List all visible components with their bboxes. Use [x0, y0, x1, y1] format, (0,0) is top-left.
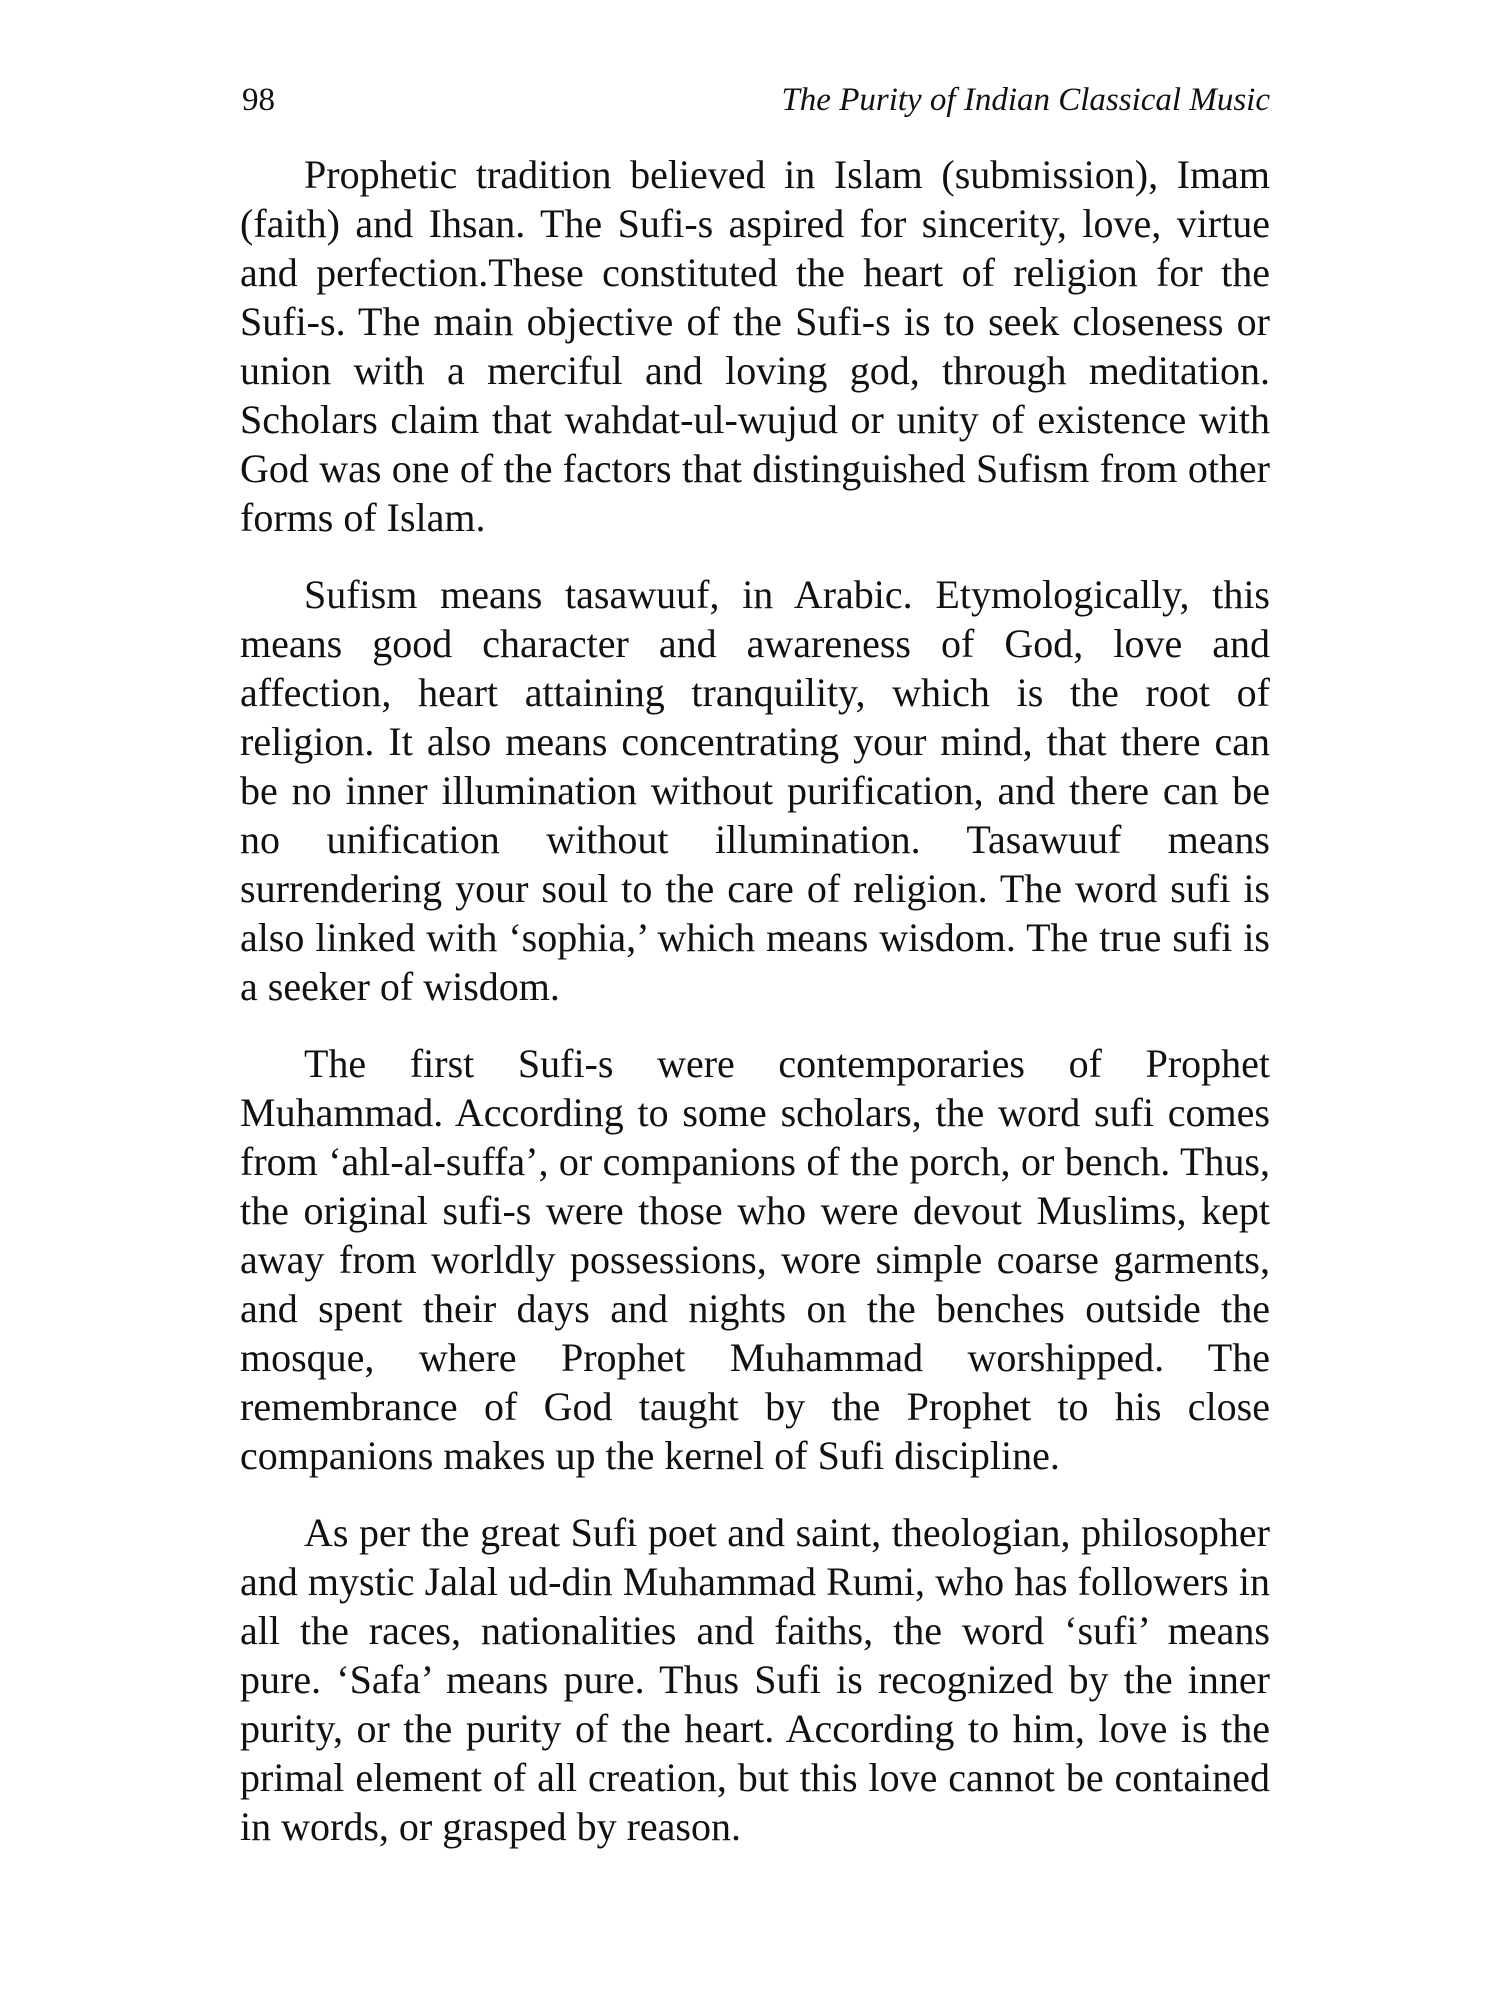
paragraph-rumi: As per the great Sufi poet and saint, theologian, philosopher and mystic Jalal ud-din Muhammad Rumi, who has followers in all the races, nationalities and faiths, the word ‘sufi’ means pure. ‘Safa’ means pure. Thus Sufi is recognized by the inner purity, or the purity of the heart. According to him, love is the primal element of all creation, but this love cannot be contained in words, or grasped by reason.: [240, 1510, 1270, 1849]
running-head: [240, 60, 1270, 120]
paragraph-tasawuuf: Sufism means tasawuuf, in Arabic. Etymologically, this means good character and awareness of God, love and affection, heart attaining tranquility, which is the root of religion. It also means concentrating your mind, that there can be no inner illumination without purification, and there can be no unification without illumination. Tasawuuf means surrendering your soul to the care of religion. The word sufi is also linked with ‘sophia,’ which means wisdom. The true sufi is a seeker of wisdom.: [240, 572, 1270, 1009]
page-number: 98: [242, 82, 275, 118]
paragraph-islam-imam-ihsan: Prophetic tradition believed in Islam (submission), Imam (faith) and Ihsan. The Sufi-s aspired for sincerity, love, virtue and perfection.These constituted the heart of religion for the Sufi-s. The main objective of the Sufi-s is to seek closeness or union with a merciful and loving god, through meditation. Scholars claim that wahdat-ul-wujud or unity of existence with God was one of the factors that distinguished Sufism from other forms of Islam.: [240, 152, 1270, 540]
book-page: [240, 60, 1270, 1879]
paragraph-first-sufis: The first Sufi-s were contemporaries of Prophet Muhammad. According to some scholars, the word sufi comes from ‘ahl-al-suffa’, or companions of the porch, or bench. Thus, the original sufi-s were those who were devout Muslims, kept away from worldly possessions, wore simple coarse garments, and spent their days and nights on the benches outside the mosque, where Prophet Muhammad worshipped. The remembrance of God taught by the Prophet to his close companions makes up the kernel of Sufi discipline.: [240, 1041, 1270, 1478]
running-title: The Purity of Indian Classical Music: [781, 82, 1270, 118]
body-text: [240, 150, 1270, 1851]
